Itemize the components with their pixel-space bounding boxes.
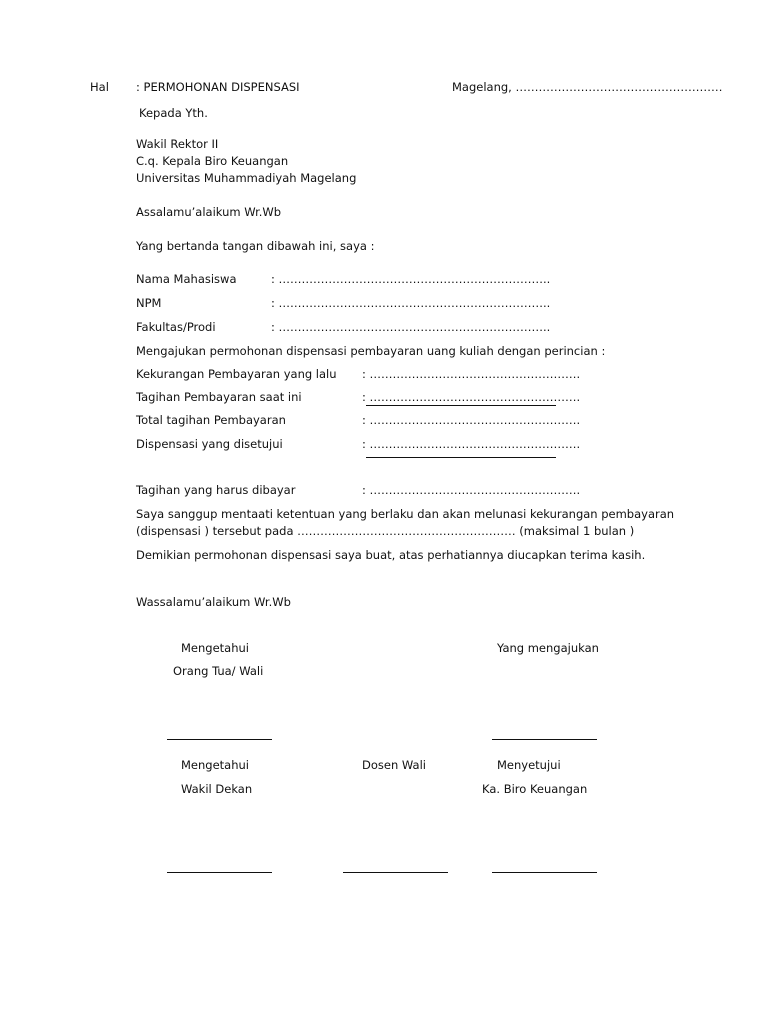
sum-rule-2 [366,457,556,458]
sig-academic-advisor-title: Dosen Wali [362,758,426,772]
closing-statement: Demikian permohonan dispensasi saya buat, atas perhatiannya diucapkan terima kasih. [136,548,646,562]
commitment-line-2: (dispensasi ) tersebut pada ………………………………………………… (maksimal 1 bulan ) [136,524,635,538]
identity-label-npm: NPM [136,296,162,310]
recipient-line-1: Wakil Rektor II [136,137,219,151]
sig-applicant-title: Yang mengajukan [497,641,599,655]
payment-label-tagihan-ini: Tagihan Pembayaran saat ini [136,390,302,404]
request-line: Mengajukan permohonan dispensasi pembayaran uang kuliah dengan perincian : [136,344,606,358]
sig-finance-role: Ka. Biro Keuangan [482,782,588,796]
identity-label-nama: Nama Mahasiswa [136,272,237,286]
sig-parent-title: Mengetahui [181,641,249,655]
payment-label-kekurangan: Kekurangan Pembayaran yang lalu [136,367,337,381]
commitment-line-1: Saya sanggup mentaati ketentuan yang berlaku dan akan melunasi kekurangan pembayaran [136,507,675,521]
sig-vice-dean-title: Mengetahui [181,758,249,772]
sig-parent-role: Orang Tua/ Wali [173,664,264,678]
sig-finance-title: Menyetujui [497,758,561,772]
payment-value-harus-dibayar: : ………………………………………………. [362,483,581,497]
signature-line-academic-advisor [343,872,448,873]
payment-value-total: : ………………………………………………. [362,413,581,427]
signature-line-finance [492,872,597,873]
recipient-line-3: Universitas Muhammadiyah Magelang [136,171,357,185]
recipient-salutation: Kepada Yth. [139,106,208,120]
payment-label-dispensasi: Dispensasi yang disetujui [136,437,283,451]
payment-value-dispensasi: : ………………………………………………. [362,437,581,451]
closing-greeting: Wassalamu’alaikum Wr.Wb [136,595,291,609]
opening-greeting: Assalamu’alaikum Wr.Wb [136,205,282,219]
identity-label-fakultas: Fakultas/Prodi [136,320,216,334]
payment-label-total: Total tagihan Pembayaran [136,413,286,427]
payment-label-harus-dibayar: Tagihan yang harus dibayar [136,483,296,497]
identity-value-npm: : …………………………………………………………….. [271,296,551,310]
signature-line-parent [167,739,272,740]
intro-text: Yang bertanda tangan dibawah ini, saya : [136,239,375,253]
recipient-line-2: C.q. Kepala Biro Keuangan [136,154,289,168]
payment-value-kekurangan: : ………………………………………………. [362,367,581,381]
sum-rule-1 [366,405,556,406]
place-date: Magelang, ……………………………………………… [452,80,723,94]
signature-line-applicant [492,739,597,740]
signature-line-vice-dean [167,872,272,873]
sig-vice-dean-role: Wakil Dekan [181,782,253,796]
identity-value-nama: : …………………………………………………………….. [271,272,551,286]
identity-value-fakultas: : …………………………………………………………….. [271,320,551,334]
hal-subject: : PERMOHONAN DISPENSASI [136,80,300,94]
payment-value-tagihan-ini: : ………………………………………………. [362,390,581,404]
hal-label: Hal [90,80,109,94]
